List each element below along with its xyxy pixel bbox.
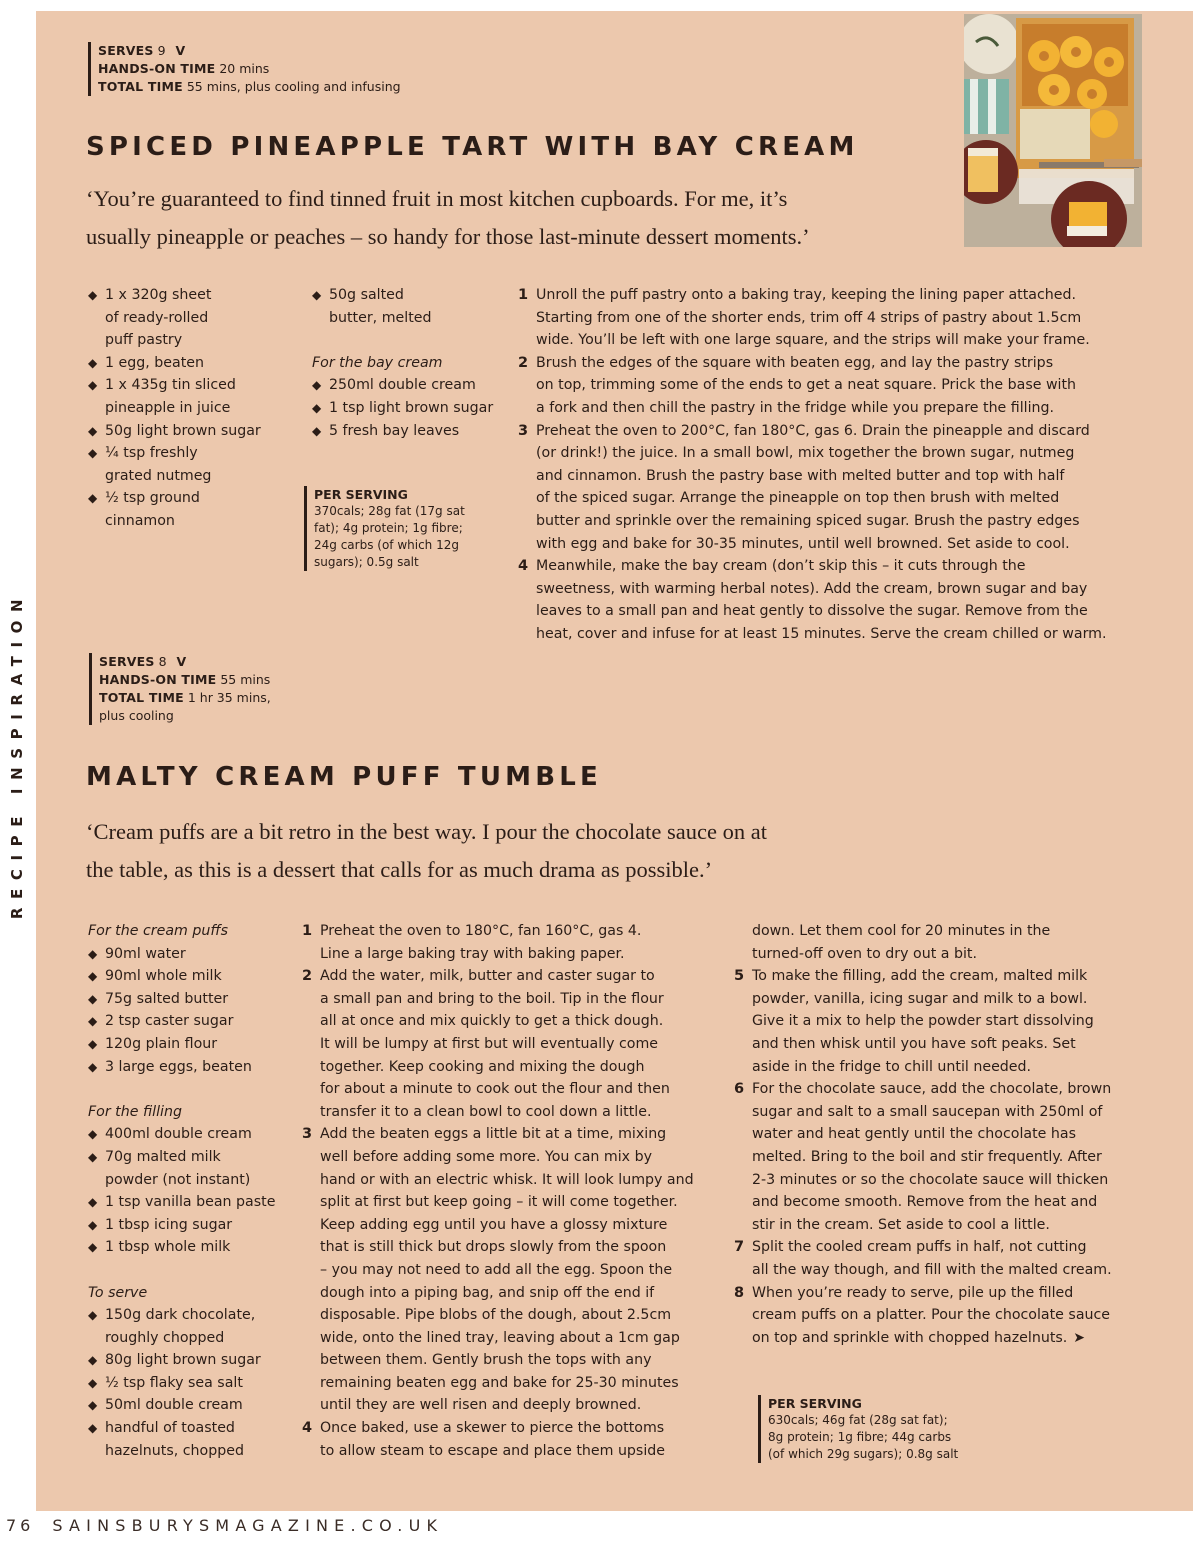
- ingredient-item: [312, 374, 512, 397]
- ingredient-group-heading: For the cream puffs: [88, 923, 228, 939]
- step-text: all at once and mix quickly to get a thick dough.: [320, 1013, 664, 1030]
- step-text: a small pan and bring to the boil. Tip in the flour: [320, 990, 664, 1007]
- step-number: 1: [518, 287, 529, 303]
- pineapple-tart-image: [964, 14, 1142, 247]
- spacer: [88, 1078, 298, 1101]
- step-number: 4: [518, 558, 529, 575]
- ingredient-text: 1 tbsp icing sugar: [105, 1216, 233, 1233]
- hands-on-line: HANDS-ON TIME 55 mins: [99, 672, 271, 687]
- ingredient-item: [88, 1146, 298, 1191]
- nutrition-text: 630cals; 46g fat (28g sat fat);: [768, 1413, 948, 1427]
- nutrition-text: (of which 29g sugars); 0.8g salt: [768, 1447, 959, 1461]
- magazine-website: SAINSBURYSMAGAZINE.CO.UK: [52, 1516, 444, 1535]
- ingredient-text: ¼ tsp freshly: [105, 445, 198, 462]
- ingredient-text: 1 tbsp whole milk: [105, 1239, 231, 1256]
- diamond-bullet-icon: ◆: [312, 400, 322, 415]
- step-text: disposable. Pipe blobs of the dough, about 2.5cm: [320, 1307, 672, 1324]
- step-number: 7: [734, 1239, 745, 1256]
- diamond-bullet-icon: ◆: [88, 1421, 98, 1436]
- diamond-bullet-icon: ◆: [312, 423, 322, 438]
- method-step: [734, 920, 1154, 965]
- method-step: [302, 1123, 722, 1417]
- ingredient-text: 120g plain flour: [105, 1035, 218, 1052]
- diamond-bullet-icon: ◆: [88, 1398, 98, 1413]
- diamond-bullet-icon: ◆: [88, 1240, 98, 1255]
- step-text: of the spiced sugar. Arrange the pineapple on top then brush with melted: [536, 490, 1060, 507]
- step-text: well before adding some more. You can mix by: [320, 1148, 652, 1165]
- ingredient-text: 90ml water: [105, 945, 186, 962]
- diamond-bullet-icon: ◆: [312, 378, 322, 393]
- ingredient-text: 90ml whole milk: [105, 968, 222, 985]
- ingredient-text: hazelnuts, chopped: [105, 1442, 244, 1459]
- recipe1-method: [518, 284, 1148, 646]
- ingredient-group-heading: To serve: [88, 1284, 148, 1301]
- step-number: 3: [518, 422, 529, 439]
- ingredient-item: [88, 1372, 298, 1395]
- side-label-text: RECIPE INSPIRATION: [8, 590, 26, 920]
- recipe2-method-col1: [302, 920, 722, 1462]
- bay-cream-heading: For the bay cream: [312, 354, 443, 371]
- diamond-bullet-icon: ◆: [88, 491, 98, 506]
- ingredient-item: [88, 442, 298, 487]
- method-step: [734, 1282, 1154, 1350]
- ingredient-text: ½ tsp flaky sea salt: [105, 1374, 243, 1391]
- ingredient-group-heading: For the filling: [88, 1103, 182, 1120]
- diamond-bullet-icon: ◆: [88, 355, 98, 370]
- ingredient-item: [88, 487, 298, 532]
- diamond-bullet-icon: ◆: [88, 1217, 98, 1232]
- diamond-bullet-icon: ◆: [88, 288, 98, 302]
- ingredient-text: 1 tsp vanilla bean paste: [105, 1194, 276, 1211]
- step-number: 3: [302, 1126, 313, 1143]
- ingredient-text: cinnamon: [105, 512, 175, 529]
- ingredient-text: 75g salted butter: [105, 990, 229, 1007]
- step-text: and become smooth. Remove from the heat and: [752, 1194, 1098, 1211]
- nutrition-text: 8g protein; 1g fibre; 44g carbs: [768, 1430, 952, 1444]
- step-text: Brush the edges of the square with beaten egg, and lay the pastry strips: [536, 354, 1054, 371]
- step-text: Line a large baking tray with baking paper.: [320, 945, 625, 962]
- serves-line: SERVES 9 V: [98, 43, 186, 58]
- ingredient-text: of ready-rolled: [105, 309, 209, 326]
- ingredient-text: 80g light brown sugar: [105, 1352, 261, 1369]
- ingredient-text: 5 fresh bay leaves: [329, 422, 460, 439]
- diamond-bullet-icon: ◆: [88, 1195, 98, 1210]
- diamond-bullet-icon: ◆: [88, 1308, 98, 1323]
- ingredient-item: [312, 420, 512, 443]
- step-text: leaves to a small pan and heat gently to dissolve the sugar. Remove from the: [536, 603, 1088, 620]
- recipe1-ingredients-col2: [312, 284, 512, 442]
- continue-arrow-icon: ➤: [1073, 1329, 1086, 1346]
- diamond-bullet-icon: ◆: [88, 378, 98, 393]
- ingredient-text: butter, melted: [329, 309, 432, 326]
- step-text: dough into a piping bag, and snip off the end if: [320, 1284, 655, 1301]
- step-text: It will be lumpy at first but will eventually come: [320, 1035, 659, 1052]
- ingredient-item: [88, 420, 298, 443]
- ingredient-list: [88, 943, 298, 1079]
- diamond-bullet-icon: ◆: [88, 1127, 98, 1142]
- ingredient-item: [88, 1417, 298, 1462]
- diamond-bullet-icon: ◆: [88, 969, 98, 984]
- ingredient-text: 70g malted milk: [105, 1148, 221, 1165]
- step-text: together. Keep cooking and mixing the dough: [320, 1058, 645, 1075]
- ingredient-text: puff pastry: [105, 332, 183, 349]
- ingredient-item: [88, 988, 298, 1011]
- diamond-bullet-icon: ◆: [88, 991, 98, 1006]
- recipe1-photo: [964, 14, 1142, 247]
- diamond-bullet-icon: ◆: [88, 423, 98, 438]
- step-text: water and heat gently until the chocolate has: [752, 1126, 1076, 1143]
- step-text: powder, vanilla, icing sugar and milk to a bowl.: [752, 990, 1088, 1007]
- step-text: Starting from one of the shorter ends, trim off 4 strips of pastry about 1.5cm: [536, 309, 1082, 326]
- recipe2-title: MALTY CREAM PUFF TUMBLE: [86, 762, 602, 792]
- step-text: and cinnamon. Brush the pastry base with melted butter and top with half: [536, 467, 1065, 484]
- ingredient-text: grated nutmeg: [105, 467, 212, 484]
- step-text: cream puffs on a platter. Pour the chocolate sauce: [752, 1307, 1111, 1324]
- step-text: stir in the cream. Set aside to cool a little.: [752, 1216, 1050, 1233]
- step-text: all the way though, and fill with the malted cream.: [752, 1261, 1112, 1278]
- hands-on-line: HANDS-ON TIME 20 mins: [98, 61, 270, 76]
- ingredient-text: 1 x 435g tin sliced: [105, 377, 236, 394]
- method-step: [302, 920, 722, 965]
- step-text: sweetness, with warming herbal notes). Add the cream, brown sugar and bay: [536, 580, 1088, 597]
- step-number: 5: [734, 968, 745, 985]
- ingredient-item: [88, 1236, 298, 1259]
- ingredient-item: [88, 1123, 298, 1146]
- step-number: 8: [734, 1284, 745, 1301]
- recipe2-method-col2: [734, 920, 1154, 1349]
- ingredient-item: [88, 1033, 298, 1056]
- step-text: 2-3 minutes or so the chocolate sauce will thicken: [752, 1171, 1109, 1188]
- step-text: Split the cooled cream puffs in half, not cutting: [752, 1239, 1087, 1256]
- step-text: butter and sprinkle over the remaining spiced sugar. Brush the pastry edges: [536, 512, 1080, 529]
- ingredient-text: 1 x 320g sheet: [105, 287, 212, 303]
- step-text: and then whisk until you have soft peaks. Set: [752, 1035, 1076, 1052]
- spacer: [88, 1259, 298, 1282]
- ingredient-text: 1 egg, beaten: [105, 354, 205, 371]
- step-text: Preheat the oven to 200°C, fan 180°C, gas 6. Drain the pineapple and discard: [536, 422, 1090, 439]
- step-text: sugar and salt to a small saucepan with 250ml of: [752, 1103, 1103, 1120]
- total-time-line: TOTAL TIME 1 hr 35 mins,: [99, 690, 271, 705]
- step-text: hand or with an electric whisk. It will look lumpy and: [320, 1171, 694, 1188]
- ingredient-text: 150g dark chocolate,: [105, 1307, 256, 1324]
- method-step: [734, 965, 1154, 1078]
- ingredient-item: [88, 352, 298, 375]
- nutrition-text: 370cals; 28g fat (17g sat: [314, 504, 465, 518]
- diamond-bullet-icon: ◆: [88, 1149, 98, 1164]
- method-step: [302, 965, 722, 1123]
- diamond-bullet-icon: ◆: [88, 1036, 98, 1051]
- ingredient-text: powder (not instant): [105, 1171, 251, 1188]
- step-text: a fork and then chill the pastry in the fridge while you prepare the filling.: [536, 399, 1055, 416]
- ingredient-list: [88, 1123, 298, 1259]
- recipe1-nutrition: PER SERVING 370cals; 28g fat (17g sat fat); 4g protein; 1g fibre; 24g carbs (of which 12g sugars); 0.5g salt: [304, 486, 499, 571]
- step-number: 1: [302, 923, 313, 939]
- method-step: [518, 420, 1148, 556]
- ingredient-text: 50g light brown sugar: [105, 422, 261, 439]
- page-number: 76: [6, 1516, 35, 1535]
- step-text: Preheat the oven to 180°C, fan 160°C, gas 4.: [320, 923, 642, 939]
- step-text: with egg and bake for 30-35 minutes, until well browned. Set aside to cool.: [536, 535, 1070, 552]
- diamond-bullet-icon: ◆: [88, 1353, 98, 1368]
- step-text: down. Let them cool for 20 minutes in the: [752, 923, 1051, 939]
- step-text: Add the water, milk, butter and caster sugar to: [320, 968, 655, 985]
- step-text: aside in the fridge to chill until needed.: [752, 1058, 1032, 1075]
- step-text: remaining beaten egg and bake for 25-30 minutes: [320, 1374, 679, 1391]
- diamond-bullet-icon: ◆: [88, 946, 98, 961]
- nutrition-text: fat); 4g protein; 1g fibre;: [314, 521, 463, 535]
- diamond-bullet-icon: ◆: [88, 1059, 98, 1074]
- method-step: [518, 555, 1148, 645]
- recipe2-ingredients: [88, 920, 298, 1462]
- ingredient-text: 50g salted: [329, 287, 404, 303]
- step-text: until they are well risen and deeply browned.: [320, 1397, 642, 1414]
- ingredient-text: 2 tsp caster sugar: [105, 1013, 234, 1030]
- step-number: 6: [734, 1081, 745, 1098]
- step-text: – you may not need to add all the egg. Spoon the: [320, 1261, 673, 1278]
- recipe1-intro-quote: ‘You’re guaranteed to find tinned fruit in most kitchen cupboards. For me, it’s usually pineapple or peaches – so handy for those last-minute dessert moments.’: [86, 186, 810, 249]
- step-text: for about a minute to cook out the flour and then: [320, 1081, 670, 1098]
- step-text: Give it a mix to help the powder start dissolving: [752, 1013, 1094, 1030]
- ingredient-text: handful of toasted: [105, 1420, 235, 1437]
- ingredient-item: [312, 397, 512, 420]
- diamond-bullet-icon: ◆: [88, 446, 98, 461]
- ingredient-text: 3 large eggs, beaten: [105, 1058, 252, 1075]
- ingredient-item: [88, 374, 298, 419]
- ingredient-item: [88, 1191, 298, 1214]
- step-text: Add the beaten eggs a little bit at a time, mixing: [320, 1126, 667, 1143]
- step-text: Once baked, use a skewer to pierce the bottoms: [320, 1420, 665, 1437]
- method-step: [734, 1236, 1154, 1281]
- serves-line: SERVES 8 V: [99, 654, 187, 669]
- step-text: turned-off oven to dry out a bit.: [752, 945, 977, 962]
- step-text: split at first but keep going – it will come together.: [320, 1194, 678, 1211]
- ingredient-text: 50ml double cream: [105, 1397, 243, 1414]
- step-text: on top and sprinkle with chopped hazelnuts. ➤: [752, 1329, 1086, 1346]
- ingredient-text: roughly chopped: [105, 1329, 225, 1346]
- step-text: When you’re ready to serve, pile up the filled: [752, 1284, 1074, 1301]
- vegetarian-badge: V: [176, 654, 187, 669]
- ingredient-text: ½ tsp ground: [105, 490, 200, 507]
- step-text: on top, trimming some of the ends to get a neat square. Prick the base with: [536, 377, 1077, 394]
- method-step: [734, 1078, 1154, 1236]
- ingredient-item: [88, 1010, 298, 1033]
- ingredient-item: [88, 965, 298, 988]
- ingredient-item: [88, 1304, 298, 1349]
- ingredient-item: [312, 284, 512, 329]
- ingredient-item: [88, 1349, 298, 1372]
- step-text: transfer it to a clean bowl to cool down a little.: [320, 1103, 652, 1120]
- ingredient-item: [88, 1056, 298, 1079]
- ingredient-text: pineapple in juice: [105, 399, 231, 416]
- step-text: that is still thick but drops slowly from the spoon: [320, 1239, 667, 1256]
- diamond-bullet-icon: ◆: [312, 288, 322, 302]
- total-time-line: TOTAL TIME 55 mins, plus cooling and infusing: [98, 79, 401, 94]
- page-footer: [6, 1516, 443, 1535]
- nutrition-text: 24g carbs (of which 12g: [314, 538, 459, 552]
- nutrition-text: sugars); 0.5g salt: [314, 555, 419, 569]
- step-text: between them. Gently brush the tops with any: [320, 1352, 652, 1369]
- step-text: For the chocolate sauce, add the chocolate, brown: [752, 1081, 1112, 1098]
- step-number: 4: [302, 1420, 313, 1437]
- method-step: [518, 352, 1148, 420]
- step-text: (or drink!) the juice. In a small bowl, mix together the brown sugar, nutmeg: [536, 445, 1075, 462]
- ingredient-item: [88, 943, 298, 966]
- step-text: to allow steam to escape and place them upside: [320, 1442, 666, 1459]
- method-step: [302, 1417, 722, 1462]
- step-text: To make the filling, add the cream, malted milk: [752, 968, 1088, 985]
- method-step: [518, 284, 1148, 352]
- ingredient-text: 400ml double cream: [105, 1126, 252, 1143]
- recipe1-ingredients-col1: [88, 284, 298, 533]
- step-text: Meanwhile, make the bay cream (don’t skip this – it cuts through the: [536, 558, 1026, 575]
- recipe1-meta: [88, 42, 401, 96]
- diamond-bullet-icon: ◆: [88, 1014, 98, 1029]
- ingredient-text: 250ml double cream: [329, 377, 476, 394]
- ingredient-item: [88, 1214, 298, 1237]
- step-text: Keep adding egg until you have a glossy mixture: [320, 1216, 668, 1233]
- ingredient-item: [88, 1394, 298, 1417]
- vegetarian-badge: V: [175, 43, 186, 58]
- step-text: heat, cover and infuse for at least 15 minutes. Serve the cream chilled or warm.: [536, 625, 1107, 642]
- recipe2-intro-quote: ‘Cream puffs are a bit retro in the best way. I pour the chocolate sauce on at the table, as this is a dessert that calls for as much drama as possible.’: [86, 819, 767, 882]
- step-text: melted. Bring to the boil and stir frequently. After: [752, 1148, 1102, 1165]
- recipe2-meta: SERVES 8 V HANDS-ON TIME 55 mins TOTAL TIME 1 hr 35 mins, plus cooling: [89, 653, 271, 725]
- ingredient-text: 1 tsp light brown sugar: [329, 399, 494, 416]
- recipe2-nutrition: PER SERVING 630cals; 46g fat (28g sat fat); 8g protein; 1g fibre; 44g carbs (of which 29g sugars); 0.8g salt: [758, 1395, 1018, 1463]
- recipe1-title: SPICED PINEAPPLE TART WITH BAY CREAM: [86, 132, 859, 162]
- ingredient-item: [88, 284, 298, 352]
- step-text: wide. You’ll be left with one large square, and the strips will make your frame.: [536, 332, 1090, 349]
- section-side-label: [4, 590, 30, 920]
- diamond-bullet-icon: ◆: [88, 1375, 98, 1390]
- step-text: Unroll the puff pastry onto a baking tray, keeping the lining paper attached.: [536, 287, 1077, 303]
- step-text: wide, onto the lined tray, leaving about a 1cm gap: [320, 1329, 680, 1346]
- step-number: 2: [302, 968, 313, 985]
- ingredient-list: [88, 1304, 298, 1462]
- step-number: 2: [518, 354, 529, 371]
